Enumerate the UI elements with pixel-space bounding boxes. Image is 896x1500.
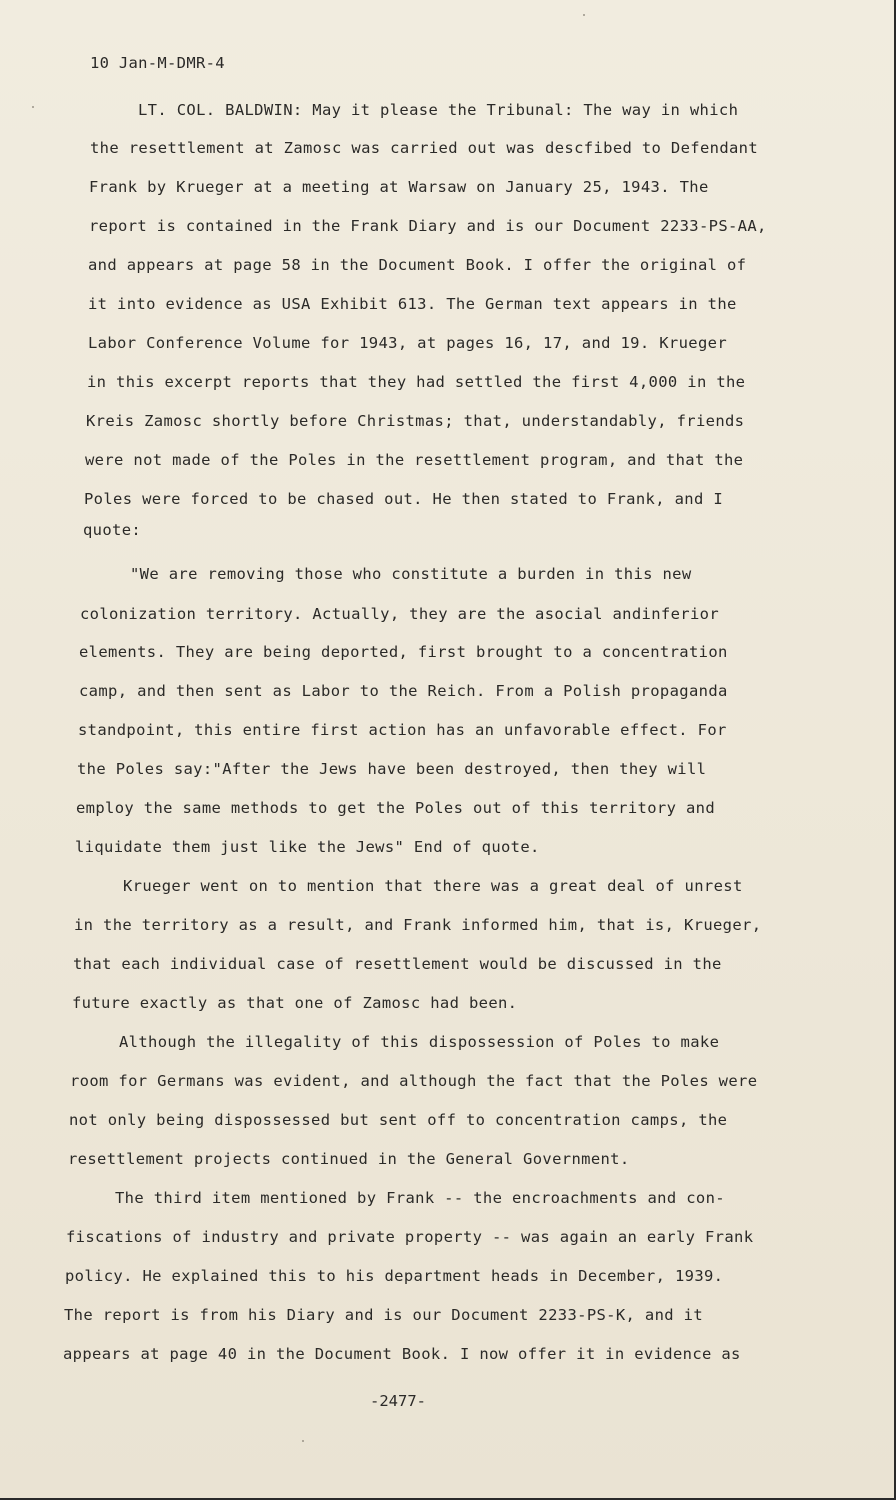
text-line: "We are removing those who constitute a burden in this new <box>130 565 692 583</box>
text-line: resettlement projects continued in the General Government. <box>68 1150 630 1168</box>
text-line: appears at page 40 in the Document Book. I now offer it in evidence as <box>63 1345 741 1363</box>
text-line: quote: <box>83 521 142 539</box>
text-line: not only being dispossessed but sent off to concentration camps, the <box>69 1111 728 1129</box>
text-line: the Poles say:"After the Jews have been destroyed, then they will <box>77 760 707 778</box>
text-line: colonization territory. Actually, they are the asocial andinferior <box>80 605 719 623</box>
paper-speck <box>583 14 585 16</box>
text-line: elements. They are being deported, first brought to a concentration <box>79 643 728 661</box>
document-header: 10 Jan-M-DMR-4 <box>90 54 225 72</box>
text-line: The third item mentioned by Frank -- the encroachments and con- <box>115 1189 725 1207</box>
text-line: report is contained in the Frank Diary and is our Document 2233-PS-AA, <box>89 217 767 235</box>
paper-speck <box>302 1440 304 1442</box>
text-line: Poles were forced to be chased out. He then stated to Frank, and I <box>84 490 723 508</box>
text-line: policy. He explained this to his department heads in December, 1939. <box>65 1267 724 1285</box>
text-line: standpoint, this entire first action has an unfavorable effect. For <box>78 721 727 739</box>
text-line: in this excerpt reports that they had settled the first 4,000 in the <box>87 373 746 391</box>
text-line: Although the illegality of this dispossession of Poles to make <box>119 1033 720 1051</box>
text-line: camp, and then sent as Labor to the Reich. From a Polish propaganda <box>79 682 728 700</box>
text-line: Frank by Krueger at a meeting at Warsaw on January 25, 1943. The <box>89 178 709 196</box>
text-line: Labor Conference Volume for 1943, at pages 16, 17, and 19. Krueger <box>88 334 727 352</box>
paper-speck <box>32 106 34 108</box>
text-line: fiscations of industry and private property -- was again an early Frank <box>66 1228 754 1246</box>
text-line: liquidate them just like the Jews" End of quote. <box>75 838 540 856</box>
text-line: employ the same methods to get the Poles out of this territory and <box>76 799 715 817</box>
text-line: in the territory as a result, and Frank informed him, that is, Krueger, <box>74 916 762 934</box>
text-line: The report is from his Diary and is our Document 2233-PS-K, and it <box>64 1306 703 1324</box>
text-line: that each individual case of resettlement would be discussed in the <box>73 955 722 973</box>
text-line: and appears at page 58 in the Document Book. I offer the original of <box>88 256 747 274</box>
text-line: LT. COL. BALDWIN: May it please the Tribunal: The way in which <box>138 101 739 119</box>
page-number: -2477- <box>370 1392 426 1410</box>
text-line: were not made of the Poles in the resettlement program, and that the <box>85 451 744 469</box>
text-line: future exactly as that one of Zamosc had been. <box>72 994 518 1012</box>
text-line: it into evidence as USA Exhibit 613. The German text appears in the <box>88 295 737 313</box>
text-line: the resettlement at Zamosc was carried out was descfibed to Defendant <box>90 139 759 157</box>
text-line: Kreis Zamosc shortly before Christmas; that, understandably, friends <box>86 412 745 430</box>
text-line: room for Germans was evident, and although the fact that the Poles were <box>70 1072 758 1090</box>
text-line: Krueger went on to mention that there was a great deal of unrest <box>123 877 743 895</box>
